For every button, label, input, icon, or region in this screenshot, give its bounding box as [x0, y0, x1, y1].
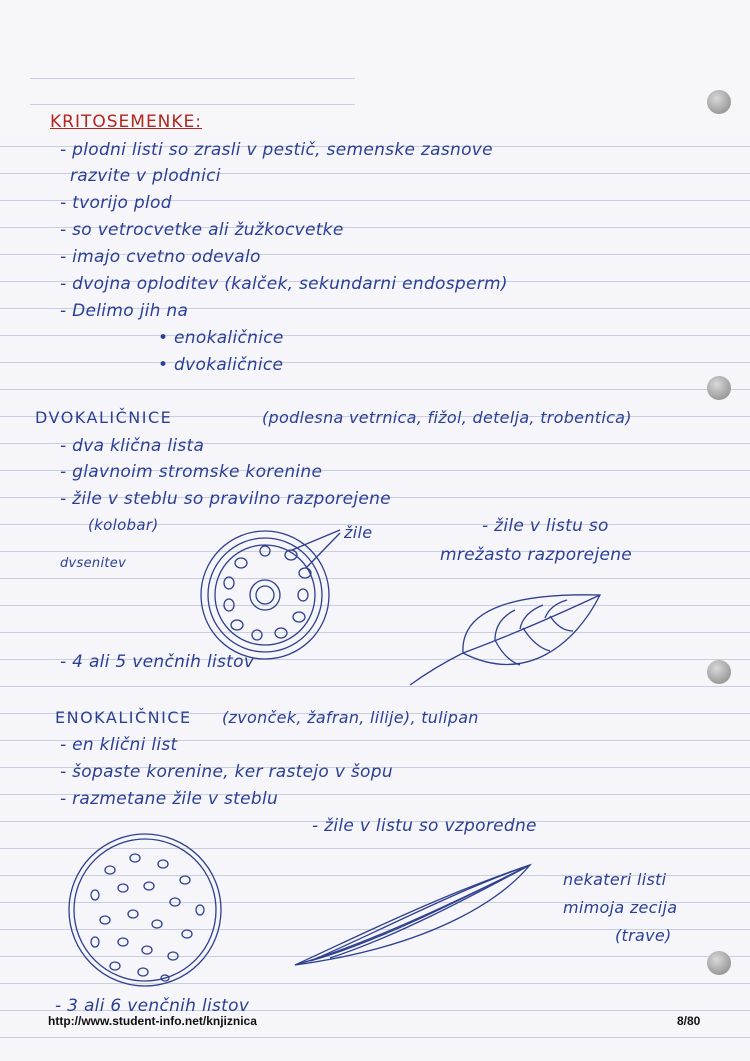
monocots-line: - razmetane žile v steblu: [60, 789, 279, 809]
division-item: • dvokaličnice: [158, 355, 284, 375]
dicots-heading: DVOKALIČNICE: [35, 408, 173, 427]
side-note: mimoja zecija: [563, 898, 678, 917]
monocot-stem-cross-section: [65, 830, 225, 990]
punch-hole: [707, 660, 731, 684]
dicot-stem-cross-section: [195, 525, 335, 665]
kolobar-label: (kolobar): [88, 516, 159, 534]
monocots-heading: ENOKALIČNICE: [55, 708, 192, 727]
monocots-examples: (zvonček, žafran, lilije), tulipan: [222, 708, 479, 727]
division-item: • enokaličnice: [158, 328, 284, 348]
intro-line: - so vetrocvetke ali žužkocvetke: [60, 220, 344, 240]
monocots-line: - šopaste korenine, ker rastejo v šopu: [60, 762, 393, 782]
dicots-examples: (podlesna vetrnica, fižol, detelja, trobentica): [262, 408, 632, 427]
source-url[interactable]: http://www.student-info.net/knjiznica: [48, 1014, 257, 1028]
header-rule: [30, 78, 355, 79]
page-top-margin: [0, 0, 750, 130]
intro-line: - imajo cvetno odevalo: [60, 247, 261, 267]
intro-line: razvite v plodnici: [70, 166, 221, 186]
punch-hole: [707, 90, 731, 114]
punch-hole: [707, 951, 731, 975]
cambium-label: dvsenitev: [60, 556, 127, 571]
dicots-line: - žile v steblu so pravilno razporejene: [60, 489, 391, 509]
dicots-line: - dva klična lista: [60, 436, 205, 456]
monocots-leaf-note: - žile v listu so vzporedne: [312, 816, 537, 836]
intro-line: - Delimo jih na: [60, 301, 189, 321]
monocots-petals: - 3 ali 6 venčnih listov: [55, 996, 250, 1016]
leaf-note: - žile v listu so: [482, 516, 609, 536]
vein-label: žile: [344, 523, 373, 542]
monocots-line: - en klični list: [60, 735, 178, 755]
side-note: (trave): [615, 926, 672, 945]
intro-line: - dvojna oploditev (kalček, sekundarni endosperm): [60, 274, 508, 294]
intro-line: - tvorijo plod: [60, 193, 172, 213]
punch-hole: [707, 376, 731, 400]
dicot-leaf-drawing: [405, 585, 610, 690]
dicots-line: - glavnoim stromske korenine: [60, 462, 323, 482]
page-title: KRITOSEMENKE:: [50, 112, 203, 132]
intro-line: - plodni listi so zrasli v pestič, semenske zasnove: [60, 140, 493, 160]
side-note: nekateri listi: [563, 870, 667, 889]
dicots-petals: - 4 ali 5 venčnih listov: [60, 652, 255, 672]
leaf-note: mrežasto razporejene: [440, 545, 633, 565]
header-rule: [30, 104, 355, 105]
page-number: 8/80: [677, 1014, 701, 1028]
monocot-leaf-drawing: [290, 855, 540, 970]
